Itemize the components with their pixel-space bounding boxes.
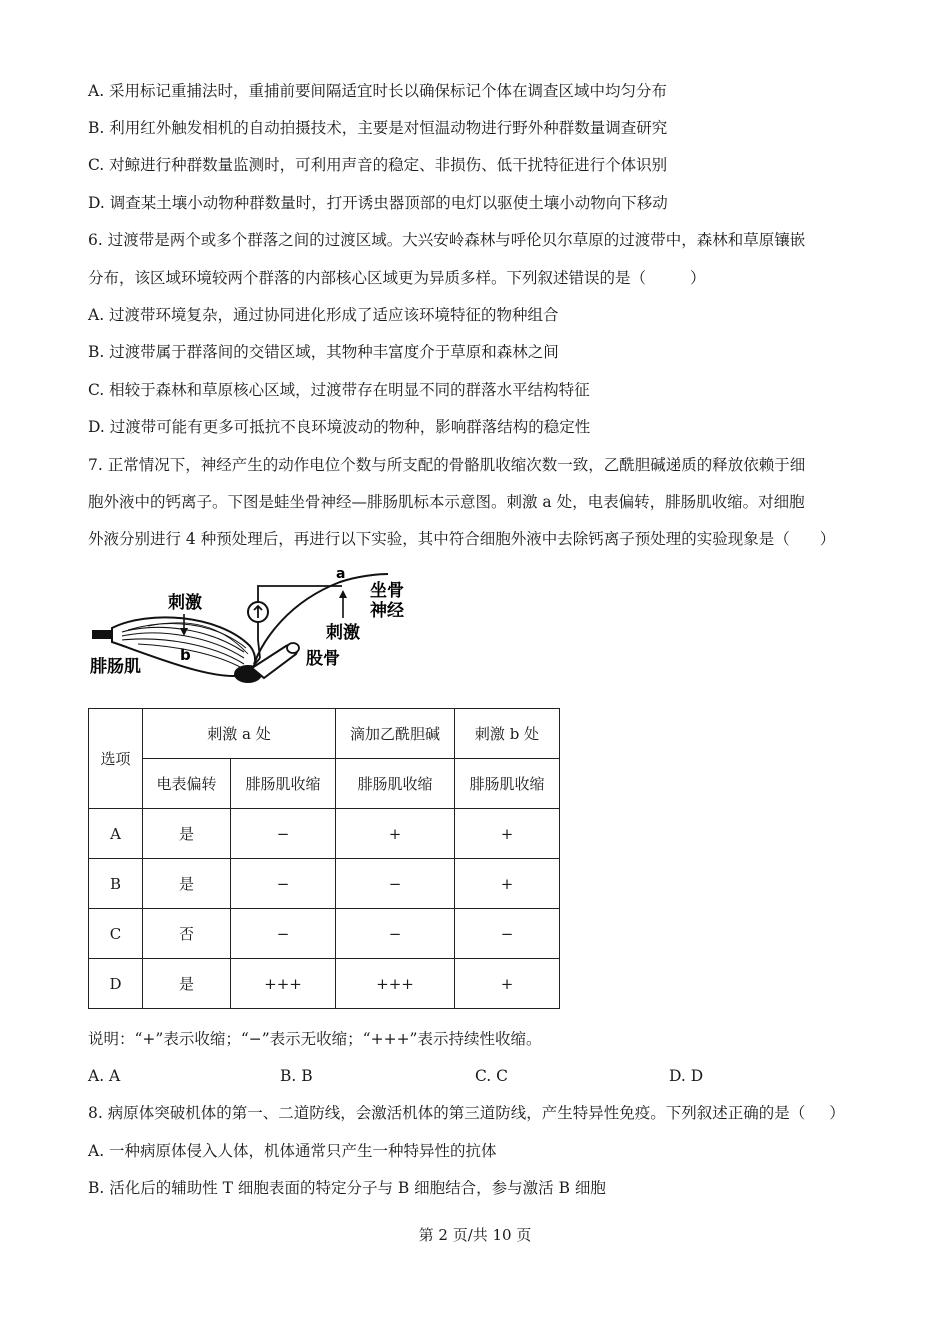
figure-label-b: b <box>180 646 191 664</box>
q8-option-b: B. 活化后的辅助性 T 细胞表面的特定分子与 B 细胞结合，参与激活 B 细胞 <box>88 1179 606 1197</box>
q7-choice-d: D. D <box>669 1067 704 1085</box>
q6-stem-text: 分布，该区域环境较两个群落的内部核心区域更为异质多样。下列叙述错误的是（ <box>88 269 647 287</box>
table-cell-option: B <box>89 859 143 909</box>
table-cell-meter: 是 <box>143 809 231 859</box>
figure-label-nerve-1: 坐骨 <box>370 581 404 601</box>
table-sub-meter: 电表偏转 <box>143 759 231 809</box>
q7-note: 说明：“+”表示收缩；“−”表示无收缩；“+++”表示持续性收缩。 <box>88 1030 542 1048</box>
q5-option-d: D. 调查某土壤小动物种群数量时，打开诱虫器顶部的电灯以驱使土壤小动物向下移动 <box>88 194 668 212</box>
table-cell-ach: +++ <box>336 959 455 1009</box>
q8-stem-close: ） <box>829 1104 845 1122</box>
table-cell-ach: − <box>336 909 455 959</box>
table-cell-option: C <box>89 909 143 959</box>
figure-label-a: a <box>336 566 346 582</box>
table-cell-stim-a: − <box>231 859 336 909</box>
q6-option-b: B. 过渡带属于群落间的交错区域，其物种丰富度介于草原和森林之间 <box>88 343 559 361</box>
q8-stem-text: 8. 病原体突破机体的第一、二道防线，会激活机体的第三道防线，产生特异性免疫。下列叙述正确的是（ <box>88 1104 806 1122</box>
table-cell-meter: 是 <box>143 859 231 909</box>
q6-stem-line-2 <box>88 268 706 288</box>
figure-label-nerve-2: 神经 <box>370 601 404 621</box>
q8-stem <box>88 1103 845 1123</box>
table-cell-stim-b: + <box>455 959 560 1009</box>
table-cell-stim-b: + <box>455 809 560 859</box>
q7-choice-c: C. C <box>475 1067 509 1085</box>
table-cell-stim-a: +++ <box>231 959 336 1009</box>
q6-option-a: A. 过渡带环境复杂，通过协同进化形成了适应该环境特征的物种组合 <box>88 306 559 324</box>
table-cell-meter: 否 <box>143 909 231 959</box>
table-row <box>89 809 560 859</box>
q7-stem-close: ） <box>819 530 836 548</box>
q7-stem-line-3 <box>88 529 835 549</box>
table-group-ach: 滴加乙酰胆碱 <box>336 709 455 759</box>
table-cell-option: D <box>89 959 143 1009</box>
table-sub-contract-b: 腓肠肌收缩 <box>455 759 560 809</box>
table-cell-stim-b: + <box>455 859 560 909</box>
table-cell-ach: + <box>336 809 455 859</box>
q7-choice-a: A. A <box>88 1067 121 1085</box>
q5-option-a: A. 采用标记重捕法时，重捕前要间隔适宜时长以确保标记个体在调查区域中均匀分布 <box>88 82 668 100</box>
figure-label-muscle: 腓肠肌 <box>90 657 141 677</box>
table-row <box>89 909 560 959</box>
figure-label-stim-left: 刺激 <box>168 593 202 613</box>
q6-option-c: C. 相较于森林和草原核心区域，过渡带存在明显不同的群落水平结构特征 <box>88 381 590 399</box>
table-sub-contract-a: 腓肠肌收缩 <box>231 759 336 809</box>
table-row <box>89 959 560 1009</box>
table-cell-stim-a: − <box>231 909 336 959</box>
table-cell-meter: 是 <box>143 959 231 1009</box>
q5-option-c: C. 对鲸进行种群数量监测时，可利用声音的稳定、非损伤、低干扰特征进行个体识别 <box>88 156 668 174</box>
table-row <box>89 859 560 909</box>
q6-option-d: D. 过渡带可能有更多可抵抗不良环境波动的物种，影响群落结构的稳定性 <box>88 418 591 436</box>
q5-option-b: B. 利用红外触发相机的自动拍摄技术，主要是对恒温动物进行野外种群数量调查研究 <box>88 119 668 137</box>
q7-choice-b: B. B <box>280 1067 313 1085</box>
q6-stem-line-1: 6. 过渡带是两个或多个群落之间的过渡区域。大兴安岭森林与呼伦贝尔草原的过渡带中，森林和草原镶嵌 <box>88 231 806 249</box>
table-cell-ach: − <box>336 859 455 909</box>
q7-table <box>88 708 560 1009</box>
q7-stem-line-1: 7. 正常情况下，神经产生的动作电位个数与所支配的骨骼肌收缩次数一致，乙酰胆碱递质的释放依赖于细 <box>88 456 806 474</box>
page-footer: 第 2 页/共 10 页 <box>418 1226 532 1244</box>
table-sub-contract-ach: 腓肠肌收缩 <box>336 759 455 809</box>
q8-option-a: A. 一种病原体侵入人体，机体通常只产生一种特异性的抗体 <box>88 1142 497 1160</box>
table-cell-option: A <box>89 809 143 859</box>
q7-choices <box>88 1066 788 1086</box>
figure-label-stim-right: 刺激 <box>326 623 360 643</box>
q7-stem-line-2: 胞外液中的钙离子。下图是蛙坐骨神经—腓肠肌标本示意图。刺激 a 处，电表偏转，腓肠肌收缩。对细胞 <box>88 493 805 511</box>
table-cell-stim-a: − <box>231 809 336 859</box>
nerve-muscle-figure <box>88 562 418 702</box>
meter-wire <box>258 586 342 602</box>
table-cell-stim-b: − <box>455 909 560 959</box>
table-header-option: 选项 <box>89 709 143 809</box>
q6-stem-close: ） <box>690 269 706 287</box>
table-group-stim-a: 刺激 a 处 <box>143 709 336 759</box>
table-group-stim-b: 刺激 b 处 <box>455 709 560 759</box>
figure-label-femur: 股骨 <box>306 649 340 669</box>
tendon-end <box>92 630 114 639</box>
q7-stem-text: 外液分别进行 4 种预处理后，再进行以下实验，其中符合细胞外液中去除钙离子预处理的实验现象是（ <box>88 530 790 548</box>
